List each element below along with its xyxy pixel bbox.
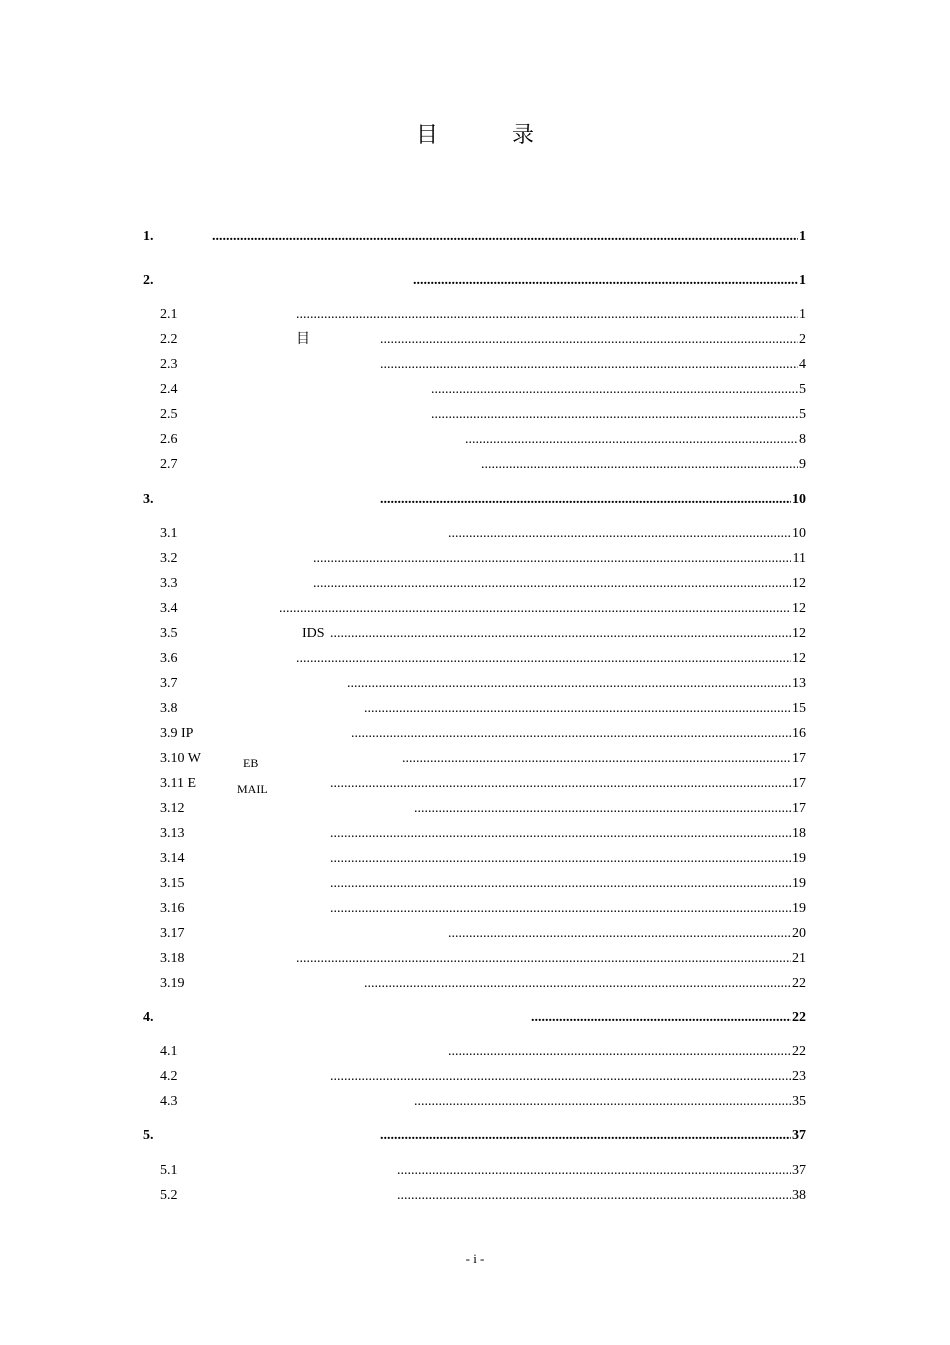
toc-dot-leader [364, 700, 791, 718]
toc-entry-title-fragment: 目 [296, 332, 310, 347]
toc-entry[interactable] [160, 975, 806, 993]
toc-entry-number: 3.13 [160, 826, 185, 841]
toc-entry-page-number: 5 [799, 407, 806, 422]
toc-dot-leader [351, 725, 791, 743]
toc-entry-number: 2. [143, 273, 154, 288]
toc-entry[interactable] [160, 575, 806, 593]
toc-entry[interactable] [160, 1093, 806, 1111]
toc-entry-page-number: 5 [799, 382, 806, 397]
toc-entry[interactable] [160, 875, 806, 893]
toc-entry[interactable] [143, 1009, 806, 1027]
toc-entry-number: 5.2 [160, 1188, 178, 1203]
toc-entry-page-number: 2 [799, 332, 806, 347]
toc-entry-page-number: 23 [792, 1069, 806, 1084]
toc-entry[interactable] [160, 925, 806, 943]
toc-entry-page-number: 19 [792, 901, 806, 916]
toc-entry[interactable] [160, 381, 806, 399]
toc-entry-smallcaps: EB [243, 756, 259, 770]
toc-entry-number: 5. [143, 1128, 154, 1143]
toc-dot-leader [330, 775, 791, 793]
toc-entry-number: 3.14 [160, 851, 185, 866]
toc-dot-leader [431, 406, 798, 424]
toc-entry-number: 2.6 [160, 432, 178, 447]
toc-entry[interactable] [160, 600, 806, 618]
toc-entry-number: 3.18 [160, 951, 185, 966]
toc-entry-page-number: 12 [792, 626, 806, 641]
toc-entry[interactable] [160, 725, 806, 743]
toc-entry-number: 3.9 IP [160, 726, 194, 741]
toc-entry-page-number: 4 [799, 357, 806, 372]
toc-entry-number: 1. [143, 229, 154, 244]
toc-dot-leader [380, 356, 798, 374]
page-footer: - i - [465, 1251, 485, 1266]
toc-dot-leader [380, 491, 791, 509]
toc-entry-smallcaps: MAIL [237, 782, 268, 796]
toc-entry-number: 3.2 [160, 551, 178, 566]
toc-entry-number: 3.3 [160, 576, 178, 591]
toc-entry-page-number: 20 [792, 926, 806, 941]
toc-entry-page-number: 35 [792, 1094, 806, 1109]
toc-entry-number: 3.1 [160, 526, 178, 541]
toc-entry-page-number: 8 [799, 432, 806, 447]
toc-dot-leader [313, 550, 791, 568]
toc-entry-number: 3. [143, 492, 154, 507]
toc-entry[interactable] [160, 675, 806, 693]
toc-dot-leader [413, 272, 798, 290]
toc-dot-leader [402, 750, 791, 768]
toc-entry-page-number: 16 [792, 726, 806, 741]
toc-entry-page-number: 37 [792, 1163, 806, 1178]
toc-entry-page-number: 17 [792, 751, 806, 766]
toc-entry-number: 3.7 [160, 676, 178, 691]
toc-entry-number: 3.15 [160, 876, 185, 891]
toc-entry-number: 4.3 [160, 1094, 178, 1109]
toc-entry-number: 2.4 [160, 382, 178, 397]
toc-entry-number: 3.4 [160, 601, 178, 616]
toc-entry-page-number: 22 [792, 976, 806, 991]
toc-entry-number: 3.6 [160, 651, 178, 666]
toc-entry[interactable] [160, 1068, 806, 1086]
toc-entry-number: 3.8 [160, 701, 178, 716]
toc-entry[interactable] [160, 650, 806, 668]
toc-entry-number: 3.12 [160, 801, 185, 816]
toc-entry[interactable] [160, 550, 806, 568]
toc-dot-leader [465, 431, 798, 449]
toc-entry[interactable] [160, 1187, 806, 1205]
toc-dot-leader [330, 850, 791, 868]
toc-entry[interactable] [160, 1162, 806, 1180]
toc-dot-leader [364, 975, 791, 993]
toc-title: 目 录 [415, 122, 560, 147]
toc-dot-leader [313, 575, 791, 593]
toc-entry-page-number: 12 [792, 601, 806, 616]
toc-entry-number: 3.11 E [160, 776, 197, 791]
toc-entry[interactable] [160, 700, 806, 718]
toc-dot-leader [531, 1009, 791, 1027]
toc-entry-page-number: 9 [799, 457, 806, 472]
toc-entry-number: 2.1 [160, 307, 178, 322]
toc-entry[interactable] [160, 900, 806, 918]
toc-entry-page-number: 1 [799, 273, 806, 288]
toc-entry[interactable] [160, 850, 806, 868]
toc-entry-page-number: 38 [792, 1188, 806, 1203]
toc-entry-page-number: 22 [792, 1010, 806, 1025]
toc-entry-page-number: 10 [792, 526, 806, 541]
toc-entry-number: 2.3 [160, 357, 178, 372]
toc-dot-leader [279, 600, 791, 618]
toc-entry[interactable] [143, 272, 806, 290]
toc-entry[interactable] [143, 491, 806, 509]
toc-entry[interactable] [160, 525, 806, 543]
toc-entry-page-number: 17 [792, 801, 806, 816]
toc-entry-number: 3.10 W [160, 751, 201, 766]
toc-dot-leader [330, 825, 791, 843]
toc-entry-number: 3.16 [160, 901, 185, 916]
toc-entry-page-number: 37 [792, 1128, 806, 1143]
toc-entry-page-number: 22 [792, 1044, 806, 1059]
toc-dot-leader [212, 228, 798, 246]
toc-dot-leader [448, 925, 791, 943]
toc-entry[interactable] [160, 750, 806, 768]
toc-entry-page-number: 13 [792, 676, 806, 691]
toc-entry-number: 2.2 [160, 332, 178, 347]
toc-dot-leader [380, 1127, 791, 1145]
toc-dot-leader [431, 381, 798, 399]
toc-entry-page-number: 18 [792, 826, 806, 841]
toc-entry[interactable] [160, 1043, 806, 1061]
toc-entry-number: 3.5 [160, 626, 178, 641]
toc-entry[interactable] [160, 950, 806, 968]
toc-entry-number: 2.7 [160, 457, 178, 472]
toc-entry[interactable] [143, 228, 806, 246]
toc-entry[interactable] [160, 625, 806, 643]
toc-entry[interactable] [160, 406, 806, 424]
toc-dot-leader [380, 331, 798, 349]
toc-entry[interactable] [143, 1127, 806, 1145]
toc-entry-number: 4.2 [160, 1069, 178, 1084]
toc-entry-title-fragment: IDS [302, 626, 325, 641]
toc-entry-number: 5.1 [160, 1163, 178, 1178]
toc-entry-page-number: 1 [799, 229, 806, 244]
toc-dot-leader [347, 675, 791, 693]
toc-entry[interactable] [160, 356, 806, 374]
toc-entry-page-number: 1 [799, 307, 806, 322]
toc-dot-leader [330, 900, 791, 918]
toc-entry[interactable] [160, 306, 806, 324]
toc-entry-page-number: 12 [792, 576, 806, 591]
toc-dot-leader [296, 650, 791, 668]
toc-dot-leader [296, 950, 791, 968]
toc-entry-number: 4.1 [160, 1044, 178, 1059]
toc-entry[interactable] [160, 825, 806, 843]
toc-entry-number: 3.19 [160, 976, 185, 991]
toc-dot-leader [397, 1187, 791, 1205]
toc-entry-page-number: 17 [792, 776, 806, 791]
toc-entry[interactable] [160, 431, 806, 449]
toc-dot-leader [414, 800, 791, 818]
toc-dot-leader [481, 456, 798, 474]
toc-dot-leader [414, 1093, 791, 1111]
toc-entry-page-number: 12 [792, 651, 806, 666]
toc-dot-leader [330, 625, 791, 643]
toc-dot-leader [448, 1043, 791, 1061]
toc-entry-page-number: 21 [792, 951, 806, 966]
toc-entry-page-number: 15 [792, 701, 806, 716]
toc-dot-leader [296, 306, 798, 324]
toc-entry-page-number: 11 [792, 551, 806, 566]
toc-entry-number: 3.17 [160, 926, 185, 941]
toc-entry[interactable] [160, 456, 806, 474]
toc-entry-page-number: 10 [792, 492, 806, 507]
toc-dot-leader [397, 1162, 791, 1180]
toc-entry-page-number: 19 [792, 851, 806, 866]
toc-entry[interactable] [160, 775, 806, 796]
toc-dot-leader [330, 875, 791, 893]
toc-entry[interactable] [160, 331, 806, 349]
toc-entry-number: 4. [143, 1010, 154, 1025]
toc-dot-leader [330, 1068, 791, 1086]
toc-entry-number: 2.5 [160, 407, 178, 422]
toc-entry[interactable] [160, 800, 806, 818]
toc-dot-leader [448, 525, 791, 543]
toc-entry-page-number: 19 [792, 876, 806, 891]
